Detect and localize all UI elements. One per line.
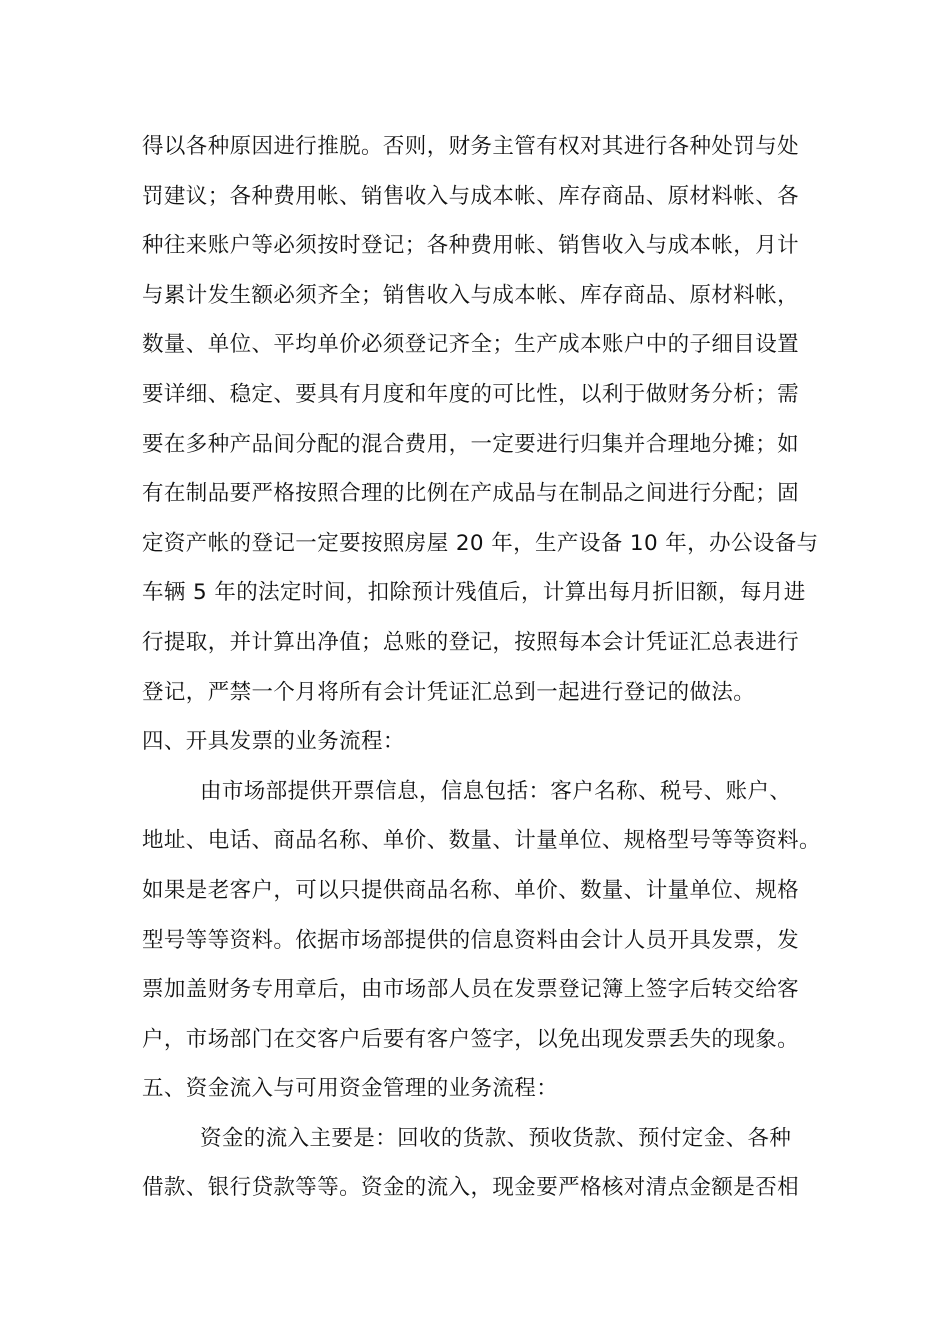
text-line: 借款、银行贷款等等。资金的流入，现金要严格核对清点金额是否相	[142, 1175, 800, 1201]
text-line: 如果是老客户，可以只提供商品名称、单价、数量、计量单位、规格	[142, 877, 800, 903]
text-line: 地址、电话、商品名称、单价、数量、计量单位、规格型号等等资料。	[142, 828, 821, 854]
text-line: 与累计发生额必须齐全；销售收入与成本帐、库存商品、原材料帐，	[142, 282, 800, 308]
text-line: 型号等等资料。依据市场部提供的信息资料由会计人员开具发票，发	[142, 927, 800, 953]
text-line: 要在多种产品间分配的混合费用，一定要进行归集并合理地分摊；如	[142, 431, 800, 457]
text-line: 有在制品要严格按照合理的比例在产成品与在制品之间进行分配；固	[142, 481, 800, 507]
text-line: 行提取，并计算出净值；总账的登记，按照每本会计凭证汇总表进行	[142, 629, 800, 655]
text-line: 户，市场部门在交客户后要有客户签字，以免出现发票丢失的现象。	[142, 1026, 800, 1052]
text-line: 票加盖财务专用章后，由市场部人员在发票登记簿上签字后转交给客	[142, 977, 800, 1003]
text-line: 数量、单位、平均单价必须登记齐全；生产成本账户中的子细目设置	[142, 332, 800, 358]
text-line: 登记，严禁一个月将所有会计凭证汇总到一起进行登记的做法。	[142, 679, 756, 705]
text-line: 由市场部提供开票信息，信息包括：客户名称、税号、账户、	[200, 778, 792, 804]
text-line: 四、开具发票的业务流程：	[142, 729, 405, 755]
text-line: 要详细、稳定、要具有月度和年度的可比性，以利于做财务分析；需	[142, 381, 800, 407]
text-line: 定资产帐的登记一定要按照房屋 20 年，生产设备 10 年，办公设备与	[142, 530, 819, 556]
text-line: 罚建议；各种费用帐、销售收入与成本帐、库存商品、原材料帐、各	[142, 183, 800, 209]
text-line: 五、资金流入与可用资金管理的业务流程：	[142, 1076, 559, 1102]
body-text	[142, 122, 832, 1213]
text-line: 资金的流入主要是：回收的货款、预收货款、预付定金、各种	[200, 1125, 792, 1151]
text-line: 车辆 5 年的法定时间，扣除预计残值后，计算出每月折旧额，每月进	[142, 580, 806, 606]
text-line: 得以各种原因进行推脱。否则，财务主管有权对其进行各种处罚与处	[142, 134, 800, 159]
text-line: 种往来账户等必须按时登记；各种费用帐、销售收入与成本帐，月计	[142, 233, 800, 259]
